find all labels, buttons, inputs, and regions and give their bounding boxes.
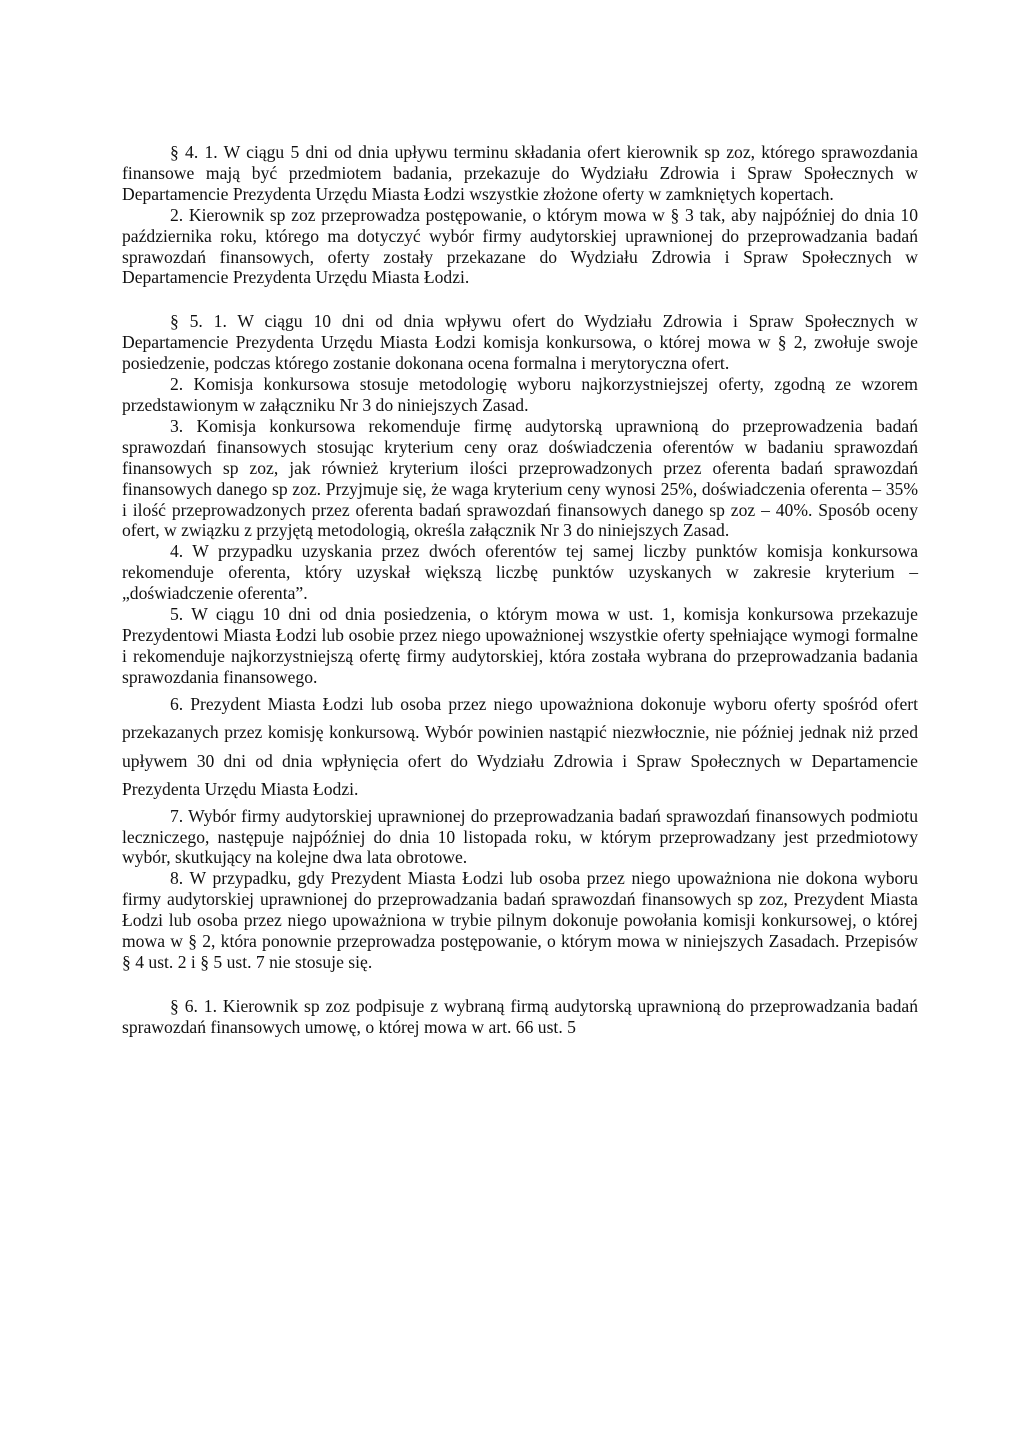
paragraph-5-1: § 5. 1. W ciągu 10 dni od dnia wpływu ofert do Wydziału Zdrowia i Spraw Społecznych w Departamencie Prezydenta Urzędu Miasta Łodzi komisja konkursowa, o której mowa w § 2, zwołuje swoje posiedzenie, podczas którego zostanie dokonana ocena formalna i merytoryczna ofert. <box>122 311 918 374</box>
paragraph-4-2: 2. Kierownik sp zoz przeprowadza postępowanie, o którym mowa w § 3 tak, aby najpóźniej do dnia 10 października roku, którego ma dotyczyć wybór firmy audytorskiej uprawnionej do przeprowadzania badań sprawozdań finansowych, oferty zostały przekazane do Wydziału Zdrowia i Spraw Społecznych w Departamencie Prezydenta Urzędu Miasta Łodzi. <box>122 204 918 288</box>
paragraph-5-8: 8. W przypadku, gdy Prezydent Miasta Łodzi lub osoba przez niego upoważniona nie dokona wyboru firmy audytorskiej uprawnionej do przeprowadzania badań sprawozdań finansowych sp zoz, Prezydent Miasta Łodzi lub osoba przez niego upoważniona w trybie pilnym dokonuje powołania komisji konkursowej, o której mowa w § 2, która ponownie przeprowadza postępowanie, o którym mowa w niniejszych Zasadach. Przepisów § 4 ust. 2 i § 5 ust. 7 nie stosuje się. <box>122 868 918 972</box>
paragraph-5-5: 5. W ciągu 10 dni od dnia posiedzenia, o którym mowa w ust. 1, komisja konkursowa przekazuje Prezydentowi Miasta Łodzi lub osobie przez niego upoważnionej wszystkie oferty spełniające wymogi formalne i rekomenduje najkorzystniejszą ofertę firmy audytorskiej, która została wybrana do przeprowadzania badania sprawozdania finansowego. <box>122 604 918 687</box>
paragraph-5-2: 2. Komisja konkursowa stosuje metodologię wyboru najkorzystniejszej oferty, zgodną ze wzorem przedstawionym w załączniku Nr 3 do niniejszych Zasad. <box>122 374 918 415</box>
section-gap <box>122 288 918 311</box>
paragraph-5-7: 7. Wybór firmy audytorskiej uprawnionej do przeprowadzania badań sprawozdań finansowych podmiotu leczniczego, następuje najpóźniej do dnia 10 listopada roku, w którym przeprowadzany jest przedmiotowy wybór, skutkujący na kolejne dwa lata obrotowe. <box>122 805 918 868</box>
paragraph-5-4: 4. W przypadku uzyskania przez dwóch oferentów tej samej liczby punktów komisja konkursowa rekomenduje oferenta, który uzyskał większą liczbę punktów uzyskanych w zakresie kryterium – „doświadczenie oferenta”. <box>122 541 918 604</box>
paragraph-5-6: 6. Prezydent Miasta Łodzi lub osoba przez niego upoważniona dokonuje wyboru oferty spośród ofert przekazanych przez komisję konkursową. Wybór powinien nastąpić niezwłocznie, nie później jednak niż przed upływem 30 dni od dnia wpłynięcia ofert do Wydziału Zdrowia i Spraw Społecznych w Departamencie Prezydenta Urzędu Miasta Łodzi. <box>122 693 918 800</box>
section-gap <box>122 973 918 996</box>
paragraph-4-1: § 4. 1. W ciągu 5 dni od dnia upływu terminu składania ofert kierownik sp zoz, którego sprawozdania finansowe mają być przedmiotem badania, przekazuje do Wydziału Zdrowia i Spraw Społecznych w Departamencie Prezydenta Urzędu Miasta Łodzi wszystkie złożone oferty w zamkniętych kopertach. <box>122 142 918 204</box>
paragraph-6-1: § 6. 1. Kierownik sp zoz podpisuje z wybraną firmą audytorską uprawnioną do przeprowadzania badań sprawozdań finansowych umowę, o której mowa w art. 66 ust. 5 <box>122 995 918 1037</box>
paragraph-5-3: 3. Komisja konkursowa rekomenduje firmę audytorską uprawnioną do przeprowadzenia badań sprawozdań finansowych stosując kryterium ceny oraz doświadczenia oferentów w badaniu sprawozdań finansowych sp zoz, jak również kryterium ilości przeprowadzonych przez oferenta badań sprawozdań finansowych danego sp zoz. Przyjmuje się, że waga kryterium ceny wynosi 25%, doświadczenia oferenta – 35% i ilość przeprowadzonych przez oferenta badań sprawozdań finansowych danego sp zoz – 40%. Sposób oceny ofert, w związku z przyjętą metodologią, określa załącznik Nr 3 do niniejszych Zasad. <box>122 415 918 541</box>
document-text <box>122 142 918 1038</box>
